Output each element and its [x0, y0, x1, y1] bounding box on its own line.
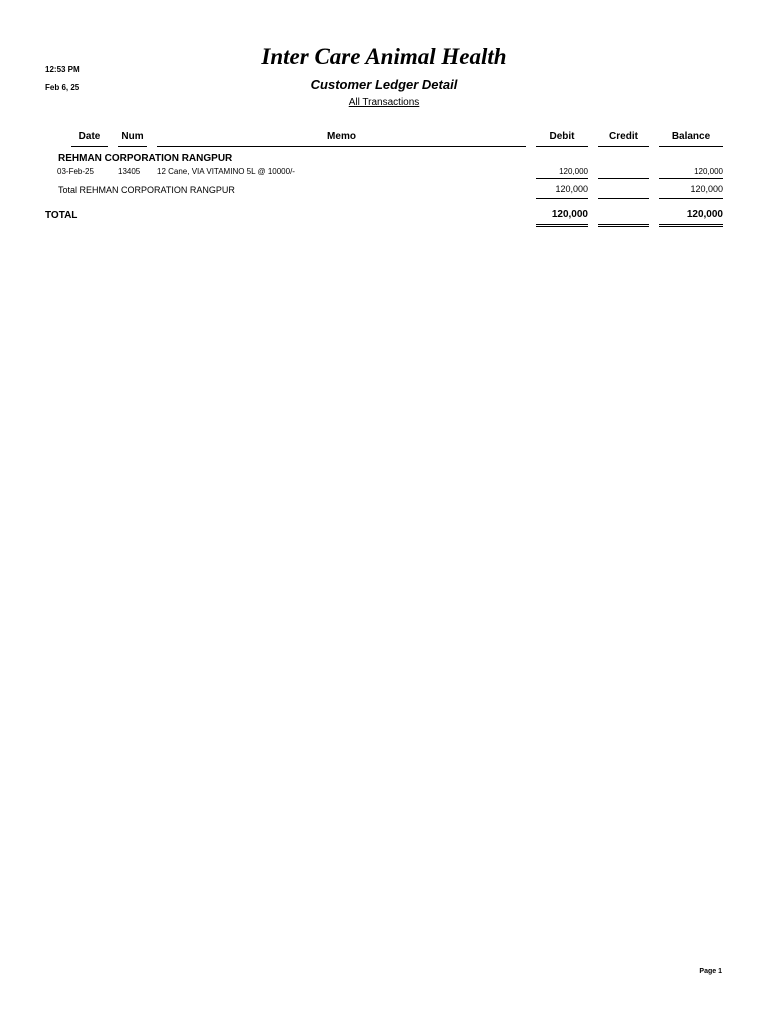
grand-total-credit — [598, 209, 649, 227]
transaction-credit — [598, 167, 649, 179]
column-header-memo: Memo — [157, 131, 526, 147]
customer-total-debit: 120,000 — [536, 184, 588, 199]
transaction-num: 13405 — [118, 167, 141, 176]
customer-total-balance: 120,000 — [659, 184, 723, 199]
customer-name: REHMAN CORPORATION RANGPUR — [58, 153, 233, 164]
column-header-credit: Credit — [598, 131, 649, 147]
column-header-debit: Debit — [536, 131, 588, 147]
transaction-debit: 120,000 — [536, 167, 588, 179]
report-title: Customer Ledger Detail — [310, 77, 458, 92]
column-header-balance: Balance — [659, 131, 723, 147]
page-number: Page 1 — [699, 968, 722, 975]
column-header-date: Date — [71, 131, 108, 147]
grand-total-balance: 120,000 — [659, 209, 723, 227]
transaction-memo: 12 Cane, VIA VITAMINO 5L @ 10000/- — [157, 167, 295, 176]
report-date: Feb 6, 25 — [45, 83, 80, 92]
transaction-balance: 120,000 — [659, 167, 723, 179]
grand-total-label: TOTAL — [45, 210, 78, 221]
customer-total-credit — [598, 184, 649, 199]
transaction-date: 03-Feb-25 — [57, 167, 94, 176]
grand-total-debit: 120,000 — [536, 209, 588, 227]
report-subtitle: All Transactions — [348, 97, 420, 108]
report-time: 12:53 PM — [45, 65, 80, 74]
column-header-num: Num — [118, 131, 147, 147]
customer-total-label: Total REHMAN CORPORATION RANGPUR — [58, 185, 235, 195]
company-name: Inter Care Animal Health — [261, 44, 507, 69]
